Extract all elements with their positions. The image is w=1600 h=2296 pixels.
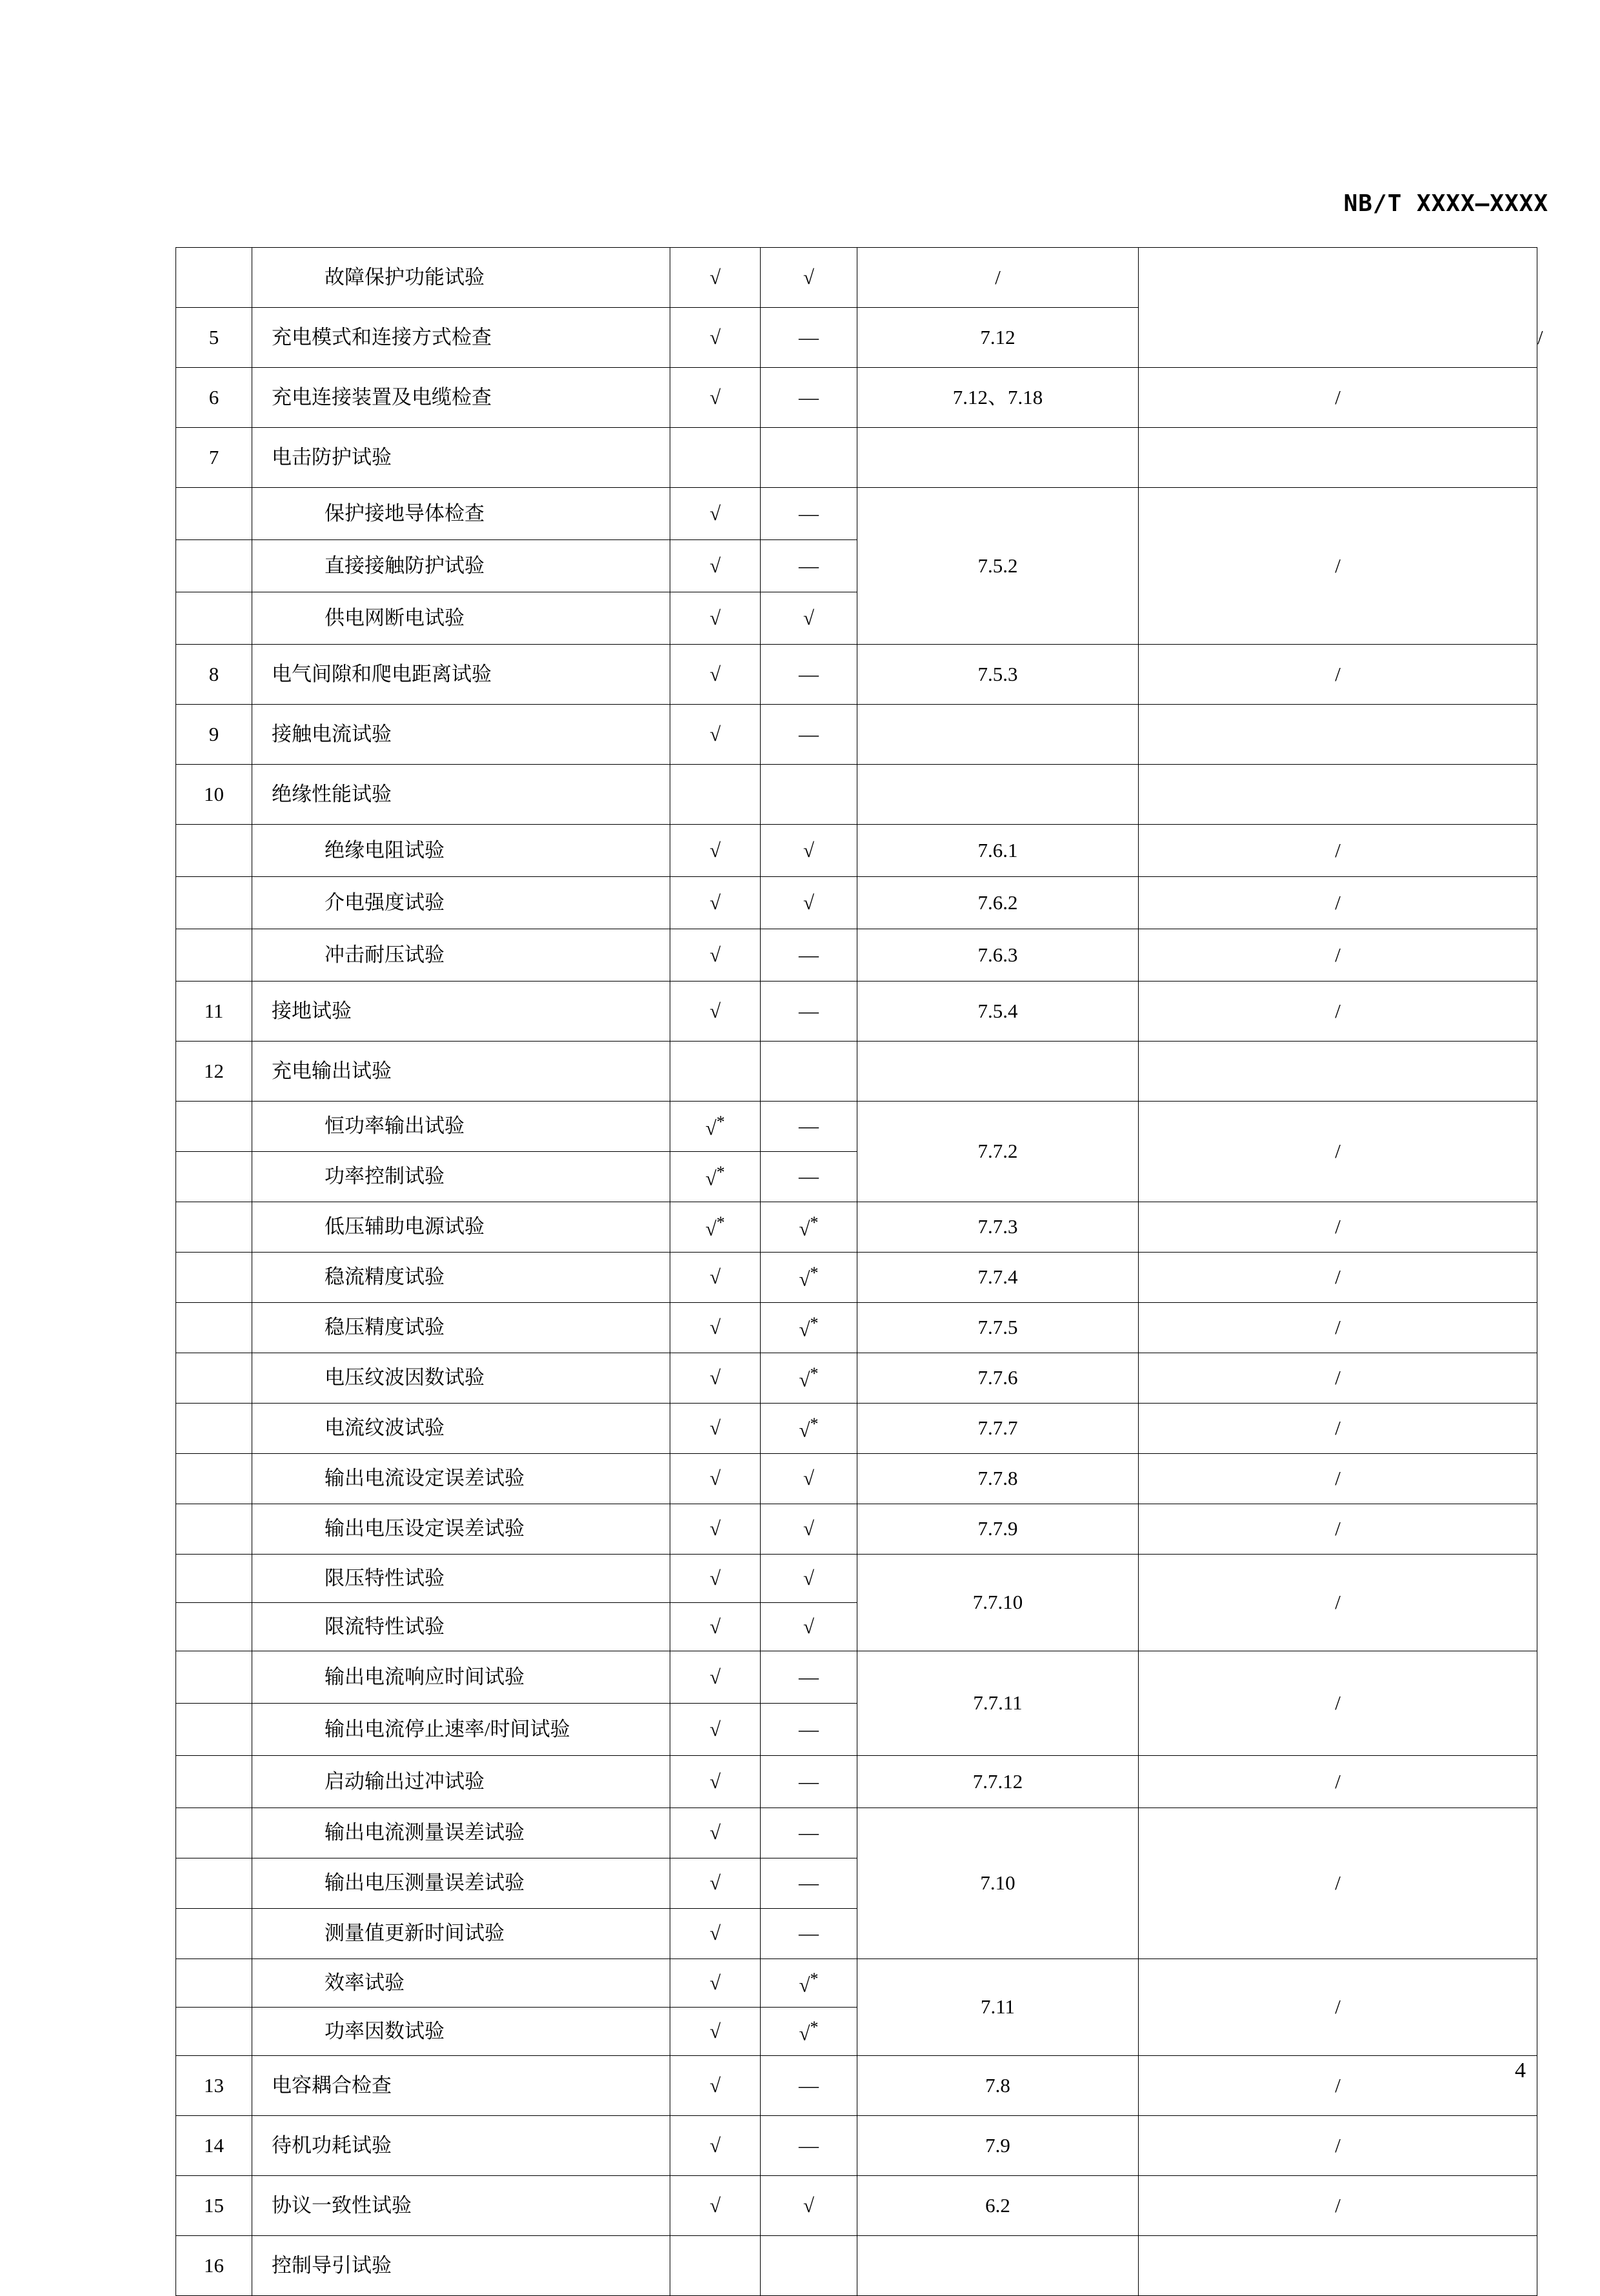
test-item-name: 保护接地导体检查 [252,488,670,540]
type-test-mark: √* [670,1202,761,1253]
test-method-clause: 7.7.2 [857,1102,1139,1202]
test-method-clause: 7.5.4 [857,982,1139,1042]
test-item-name: 电压纹波因数试验 [252,1353,670,1404]
test-method-clause [857,428,1139,488]
type-test-mark: √ [670,877,761,929]
table-row [176,1959,1537,2008]
remark-cell: / [1139,1651,1537,1756]
remark-cell: / [1139,1504,1537,1555]
test-item-name: 输出电流停止速率/时间试验 [252,1704,670,1756]
test-method-clause: 7.8 [857,2056,1139,2116]
test-method-clause: 7.11 [857,1959,1139,2056]
table-row [176,929,1537,982]
test-item-name: 直接接触防护试验 [252,540,670,592]
type-test-mark: √ [670,982,761,1042]
type-test-mark: √ [670,1651,761,1704]
test-method-clause: 7.5.3 [857,645,1139,705]
table-row [176,765,1537,825]
row-sequence-number [176,1959,252,2008]
test-method-clause: 7.9 [857,2116,1139,2176]
test-item-name: 稳压精度试验 [252,1303,670,1353]
factory-test-mark: √* [761,2008,857,2056]
type-test-mark: √ [670,1555,761,1603]
remark-cell: / [1139,1303,1537,1353]
type-test-mark: √ [670,1756,761,1808]
row-sequence-number: 10 [176,765,252,825]
table-row [176,877,1537,929]
type-test-mark [670,428,761,488]
remark-cell [1139,428,1537,488]
test-item-name: 限压特性试验 [252,1555,670,1603]
table-row [176,645,1537,705]
row-sequence-number: 16 [176,2236,252,2296]
row-sequence-number [176,1909,252,1959]
factory-test-mark: — [761,1102,857,1152]
test-method-clause: 7.7.3 [857,1202,1139,1253]
test-method-clause: 7.7.7 [857,1404,1139,1454]
remark-cell: / [1139,1102,1537,1202]
remark-cell: / [1139,645,1537,705]
test-method-clause [857,705,1139,765]
test-method-clause: 7.12 [857,308,1139,368]
table-row [176,705,1537,765]
row-sequence-number [176,1353,252,1404]
type-test-mark: √ [670,1404,761,1454]
row-sequence-number [176,1253,252,1303]
test-item-name: 稳流精度试验 [252,1253,670,1303]
row-sequence-number [176,1454,252,1504]
factory-test-mark: √* [761,1202,857,1253]
type-test-mark: √ [670,2176,761,2236]
table-row [176,1303,1537,1353]
test-item-name: 恒功率输出试验 [252,1102,670,1152]
test-method-clause: 7.7.9 [857,1504,1139,1555]
row-sequence-number: 15 [176,2176,252,2236]
factory-test-mark: √* [761,1253,857,1303]
test-item-name: 电容耦合检查 [252,2056,670,2116]
table-row [176,1102,1537,1152]
type-test-mark: √ [670,2056,761,2116]
row-sequence-number: 8 [176,645,252,705]
type-test-mark: √ [670,825,761,877]
factory-test-mark: — [761,929,857,982]
test-method-clause: 7.7.6 [857,1353,1139,1404]
remark-cell: / [1139,1555,1537,1651]
test-item-name: 充电输出试验 [252,1042,670,1102]
test-item-name: 低压辅助电源试验 [252,1202,670,1253]
type-test-mark [670,765,761,825]
row-sequence-number: 7 [176,428,252,488]
remark-cell [1139,2236,1537,2296]
remark-cell: / [1139,1454,1537,1504]
row-sequence-number: 13 [176,2056,252,2116]
row-sequence-number: 6 [176,368,252,428]
row-sequence-number: 9 [176,705,252,765]
test-item-name: 充电连接装置及电缆检查 [252,368,670,428]
row-sequence-number [176,1756,252,1808]
remark-cell: / [1139,1959,1537,2056]
test-item-name: 供电网断电试验 [252,592,670,645]
factory-test-mark: — [761,2116,857,2176]
remark-cell: / [1139,2116,1537,2176]
test-method-clause: 7.7.10 [857,1555,1139,1651]
test-method-clause: 7.6.3 [857,929,1139,982]
remark-cell: / [1139,2056,1537,2116]
test-item-name: 冲击耐压试验 [252,929,670,982]
test-item-name: 输出电流测量误差试验 [252,1808,670,1858]
test-method-clause [857,1042,1139,1102]
type-test-mark: √ [670,2116,761,2176]
test-items-table [175,247,1543,2296]
table-row [176,2236,1537,2296]
test-method-clause: / [857,248,1139,308]
test-item-name: 输出电压设定误差试验 [252,1504,670,1555]
row-sequence-number [176,1704,252,1756]
type-test-mark: √ [670,540,761,592]
row-sequence-number [176,1858,252,1909]
factory-test-mark: √ [761,592,857,645]
type-test-mark [670,2236,761,2296]
row-sequence-number [176,877,252,929]
factory-test-mark [761,428,857,488]
factory-test-mark: — [761,1858,857,1909]
test-item-name: 协议一致性试验 [252,2176,670,2236]
type-test-mark: √ [670,1909,761,1959]
table-row [176,428,1537,488]
factory-test-mark: — [761,1651,857,1704]
row-sequence-number [176,540,252,592]
row-sequence-number: 5 [176,308,252,368]
remark-cell: / [1139,1202,1537,1253]
type-test-mark: √ [670,1303,761,1353]
remark-cell: / [1139,368,1537,428]
factory-test-mark: √ [761,1555,857,1603]
remark-cell: / [1139,1253,1537,1303]
remark-cell: / [1139,877,1537,929]
remark-cell: / [1139,1404,1537,1454]
remark-cell [1139,705,1537,765]
type-test-mark: √ [670,645,761,705]
remark-cell [1139,248,1537,368]
test-item-name: 绝缘电阻试验 [252,825,670,877]
type-test-mark: √ [670,1808,761,1858]
table-row: 5 充电模式和连接方式检查 √ — 7.12 / [176,308,1537,368]
type-test-mark: √ [670,929,761,982]
factory-test-mark: — [761,1909,857,1959]
test-item-name: 效率试验 [252,1959,670,2008]
type-test-mark: √ [670,1858,761,1909]
factory-test-mark: — [761,1152,857,1202]
row-sequence-number: 14 [176,2116,252,2176]
factory-test-mark: √ [761,1454,857,1504]
test-item-name: 功率因数试验 [252,2008,670,2056]
test-item-name: 测量值更新时间试验 [252,1909,670,1959]
factory-test-mark: √* [761,1959,857,2008]
table-row [176,1504,1537,1555]
table-row [176,1555,1537,1603]
row-sequence-number: 12 [176,1042,252,1102]
remark-cell: / [1139,825,1537,877]
table-row [176,1404,1537,1454]
test-item-name: 输出电流响应时间试验 [252,1651,670,1704]
row-sequence-number [176,1651,252,1704]
factory-test-mark: √* [761,1404,857,1454]
factory-test-mark: — [761,368,857,428]
table-row [176,248,1537,308]
table-row [176,982,1537,1042]
factory-test-mark: √ [761,248,857,308]
row-sequence-number [176,1202,252,1253]
factory-test-mark: √ [761,1504,857,1555]
table-row [176,825,1537,877]
table-row [176,1253,1537,1303]
row-sequence-number [176,248,252,308]
factory-test-mark: — [761,308,857,368]
table-row [176,2176,1537,2236]
type-test-mark: √ [670,368,761,428]
factory-test-mark: √ [761,877,857,929]
row-sequence-number [176,1303,252,1353]
factory-test-mark [761,1042,857,1102]
type-test-mark: √ [670,2008,761,2056]
test-item-name: 输出电流设定误差试验 [252,1454,670,1504]
factory-test-mark: √* [761,1353,857,1404]
test-method-clause: 7.7.11 [857,1651,1139,1756]
remark-cell: / [1139,1808,1537,1959]
factory-test-mark: — [761,1704,857,1756]
type-test-mark: √ [670,1253,761,1303]
factory-test-mark: — [761,982,857,1042]
factory-test-mark: — [761,2056,857,2116]
test-method-clause: 7.7.4 [857,1253,1139,1303]
test-item-name: 充电模式和连接方式检查 [252,308,670,368]
row-sequence-number [176,1504,252,1555]
factory-test-mark: √ [761,1603,857,1651]
row-sequence-number [176,1603,252,1651]
table-row [176,1454,1537,1504]
remark-cell: / [1139,929,1537,982]
test-item-name: 电击防护试验 [252,428,670,488]
test-method-clause: 7.12、7.18 [857,368,1139,428]
table-row [176,488,1537,540]
type-test-mark [670,1042,761,1102]
table-row [176,368,1537,428]
row-sequence-number [176,1808,252,1858]
type-test-mark: √ [670,1504,761,1555]
test-item-name: 电流纹波试验 [252,1404,670,1454]
type-test-mark: √ [670,705,761,765]
factory-test-mark: — [761,645,857,705]
factory-test-mark: — [761,488,857,540]
type-test-mark: √ [670,248,761,308]
row-sequence-number [176,1404,252,1454]
factory-test-mark: — [761,540,857,592]
test-method-clause: 7.6.2 [857,877,1139,929]
type-test-mark: √* [670,1102,761,1152]
remark-cell: / [1139,982,1537,1042]
test-item-name: 介电强度试验 [252,877,670,929]
test-method-clause [857,765,1139,825]
table-row [176,1808,1537,1858]
test-item-name: 启动输出过冲试验 [252,1756,670,1808]
test-method-clause: 6.2 [857,2176,1139,2236]
row-sequence-number [176,825,252,877]
remark-cell: / [1139,2176,1537,2236]
table-row [176,2116,1537,2176]
factory-test-mark: √* [761,1303,857,1353]
factory-test-mark: √ [761,825,857,877]
row-sequence-number [176,592,252,645]
type-test-mark: √* [670,1152,761,1202]
test-method-clause: 7.7.8 [857,1454,1139,1504]
row-sequence-number [176,929,252,982]
test-method-clause: 7.5.2 [857,488,1139,645]
test-item-name: 故障保护功能试验 [252,248,670,308]
standard-number-header: NB/T XXXX—XXXX [1343,190,1548,217]
row-sequence-number [176,488,252,540]
test-item-name: 限流特性试验 [252,1603,670,1651]
test-method-clause: 7.7.12 [857,1756,1139,1808]
test-item-name: 控制导引试验 [252,2236,670,2296]
remark-cell [1139,765,1537,825]
test-item-name: 接地试验 [252,982,670,1042]
factory-test-mark [761,2236,857,2296]
remark-cell: / [1139,1756,1537,1808]
table-row [176,1651,1537,1704]
factory-test-mark: — [761,1756,857,1808]
factory-test-mark [761,765,857,825]
test-item-name: 待机功耗试验 [252,2116,670,2176]
type-test-mark: √ [670,308,761,368]
type-test-mark: √ [670,1959,761,2008]
row-sequence-number: 11 [176,982,252,1042]
test-item-name: 电气间隙和爬电距离试验 [252,645,670,705]
test-method-clause: 7.7.5 [857,1303,1139,1353]
table-row [176,1756,1537,1808]
type-test-mark: √ [670,1454,761,1504]
page-number: 4 [1515,2059,1526,2082]
remark-cell [1139,1042,1537,1102]
table-row [176,1042,1537,1102]
remark-cell: / [1139,488,1537,645]
type-test-mark: √ [670,1704,761,1756]
type-test-mark: √ [670,1353,761,1404]
test-method-clause: 7.6.1 [857,825,1139,877]
remark-cell: / [1139,1353,1537,1404]
row-sequence-number [176,1555,252,1603]
factory-test-mark: √ [761,2176,857,2236]
type-test-mark: √ [670,1603,761,1651]
row-sequence-number [176,1102,252,1152]
test-item-name: 输出电压测量误差试验 [252,1858,670,1909]
test-method-clause [857,2236,1139,2296]
test-method-clause: 7.10 [857,1808,1139,1959]
factory-test-mark: — [761,705,857,765]
test-item-name: 接触电流试验 [252,705,670,765]
factory-test-mark: — [761,1808,857,1858]
row-sequence-number [176,2008,252,2056]
row-sequence-number [176,1152,252,1202]
test-item-name: 功率控制试验 [252,1152,670,1202]
type-test-mark: √ [670,592,761,645]
table-row [176,1202,1537,1253]
table-row [176,1353,1537,1404]
type-test-mark: √ [670,488,761,540]
test-item-name: 绝缘性能试验 [252,765,670,825]
